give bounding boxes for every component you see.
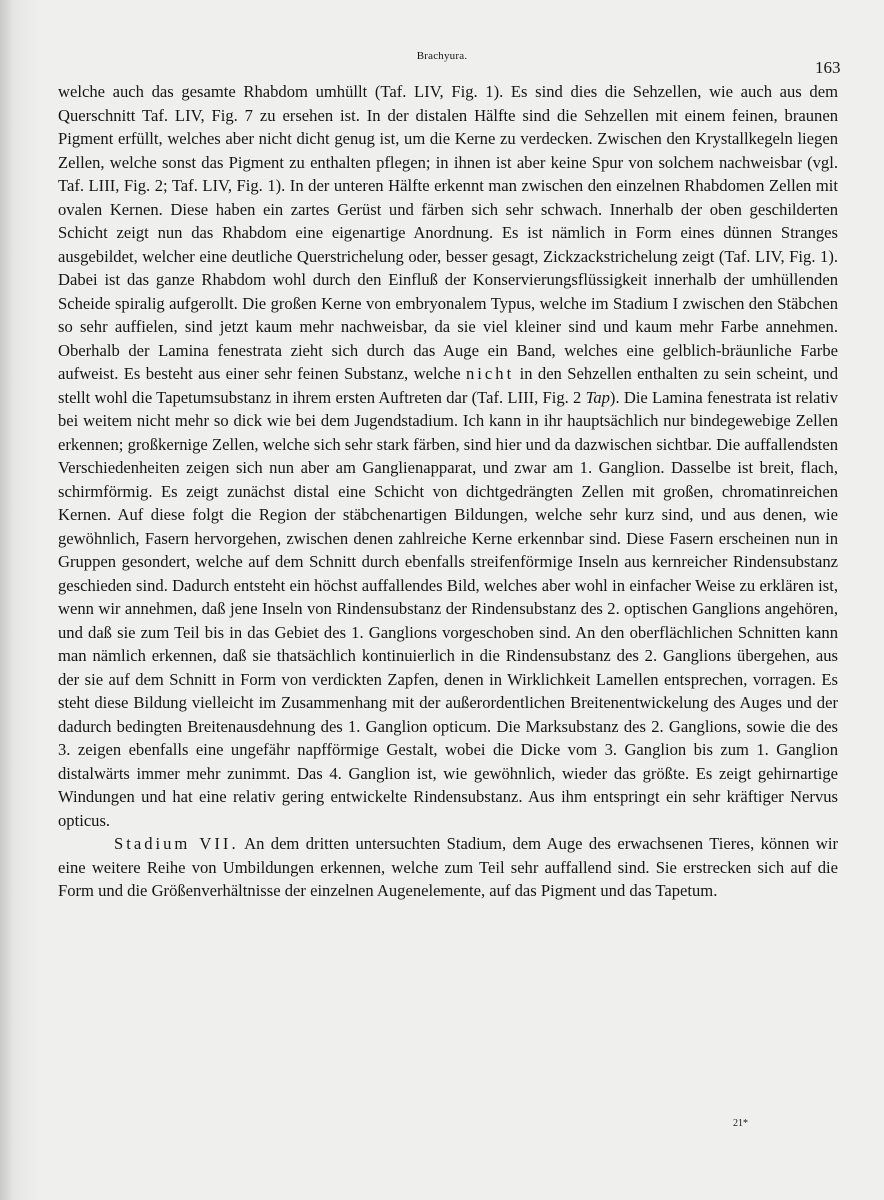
paragraph-text: ). Die Lamina fenestrata ist relativ bei weitem nicht mehr so dick wie bei dem Jugendstadium. Ich kann in ihr hauptsächlich nur bindegewebige Zellen erkennen; großkernige Zellen, welche sich sehr stark färben, sind hier und da dazwischen sichtbar. Die auffallendsten Verschiedenheiten zeigen sich nun aber am Ganglienapparat, und zwar am 1. Ganglion. Dasselbe ist breit, flach, schirmförmig. Es zeigt zunächst distal eine Schicht von dichtgedrängten Zellen mit großen, chromatinreichen Kernen. Auf diese folgt die Region der stäbchenartigen Bildungen, welche sehr kurz sind, und aus denen, wie gewöhnlich, Fasern hervorgehen, zwischen denen zahlreiche Kerne erkennbar sind. Diese Fasern erscheinen nun in Gruppen gesondert, welche auf dem Schnitt durch ebenfalls streifenförmige Inseln aus kernreicher Rindensubstanz geschieden sind. Dadurch entsteht ein höchst auffallendes Bild, welches aber wohl in einfacher Weise zu erklären ist, wenn wir annehmen, daß jene Inseln von Rindensubstanz der Rindensubstanz des 2. optischen Ganglions angehören, und daß sie zum Teil bis in das Gebiet des 1. Ganglions vorgeschoben sind. An den oberflächlichen Schnitten kann man nämlich erkennen, daß sie thatsächlich kontinuierlich in die Rindensubstanz des 2. Ganglions übergehen, aus der sie auf dem Schnitt in Form von verdickten Zapfen, denen in Wirklichkeit Lamellen entsprechen, vorragen. Es steht diese Bildung vielleicht im Zusammenhang mit der außerordentlichen Breitenentwickelung des Auges und der dadurch bedingten Breitenausdehnung des 1. Ganglion opticum. Die Marksubstanz des 2. Ganglions, sowie die des 3. zeigen ebenfalls eine ungefähr napfförmige Gestalt, wobei die Dicke vom 3. Ganglion bis zum 1. Ganglion distalwärts immer mehr zunimmt. Das 4. Ganglion ist, wie gewöhnlich, wieder das größte. Es zeigt gehirnartige Windungen und hat eine relativ gering entwickelte Rindensubstanz. Aus ihm entspringt ein sehr kräftiger Nervus opticus.: [58, 387, 838, 830]
paragraph-continuation: [58, 80, 838, 832]
paragraph-stadium-vii: [58, 832, 838, 903]
paragraph-text: An dem dritten untersuchten Stadium, dem Auge des erwachsenen Tieres, können wir eine weitere Reihe von Umbildungen erkennen, welche zum Teil sehr auffallend sind. Sie erstrecken sich auf die Form und die Größenverhältnisse der einzelnen Augenelemente, auf das Pigment und das Tapetum.: [58, 834, 838, 900]
running-head: Brachyura.: [416, 50, 468, 62]
emphasis-nicht: nicht: [466, 364, 515, 383]
paragraph-text: in den Sehzellen enthalten zu sein scheint, und stellt wohl die Tapetumsubstanz in ihrem ersten Auftreten dar (Taf. LIII, Fig. 2: [58, 364, 838, 407]
body-text: [58, 80, 838, 903]
page-number: 163: [815, 58, 841, 77]
paragraph-text: welche auch das gesamte Rhabdom umhüllt (Taf. LIV, Fig. 1). Es sind dies die Sehzellen, wie auch aus dem Querschnitt Taf. LIV, Fig. 7 zu ersehen ist. In der distalen Hälfte sind die Sehzellen mit einem feinen, braunen Pigment erfüllt, welches aber nicht dicht genug ist, um die Kerne zu verdecken. Zwischen den Krystallkegeln liegen Zellen, welche sonst das Pigment zu enthalten pflegen; in ihnen ist aber keine Spur von solchem nachweisbar (vgl. Taf. LIII, Fig. 2; Taf. LIV, Fig. 1). In der unteren Hälfte erkennt man zwischen den einzelnen Rhabdomen Zellen mit ovalen Kernen. Diese haben ein zartes Gerüst und färben sich sehr schwach. Innerhalb der oben geschilderten Schicht zeigt nun das Rhabdom eine eigenartige Anordnung. Es ist nämlich in Form eines dünnen Stranges ausgebildet, welcher eine deutliche Querstrichelung oder, besser gesagt, Zickzackstrichelung zeigt (Taf. LIV, Fig. 1). Dabei ist das ganze Rhabdom wohl durch den Einfluß der Konservierungsflüssigkeit innerhalb der umhüllenden Scheide spiralig aufgerollt. Die großen Kerne von embryonalem Typus, welche im Stadium I zwischen den Stäbchen so sehr auffielen, sind jetzt kaum mehr nachweisbar, da sie viel kleiner sind und kaum mehr Farbe annehmen. Oberhalb der Lamina fenestrata zieht sich durch das Auge ein Band, welches eine gelblich-bräunliche Farbe aufweist. Es besteht aus einer sehr feinen Substanz, welche: [58, 82, 838, 383]
figure-label-tap: Tap: [585, 387, 610, 407]
signature-mark: 21*: [733, 1118, 748, 1129]
stage-heading: Stadium VII.: [114, 834, 239, 853]
